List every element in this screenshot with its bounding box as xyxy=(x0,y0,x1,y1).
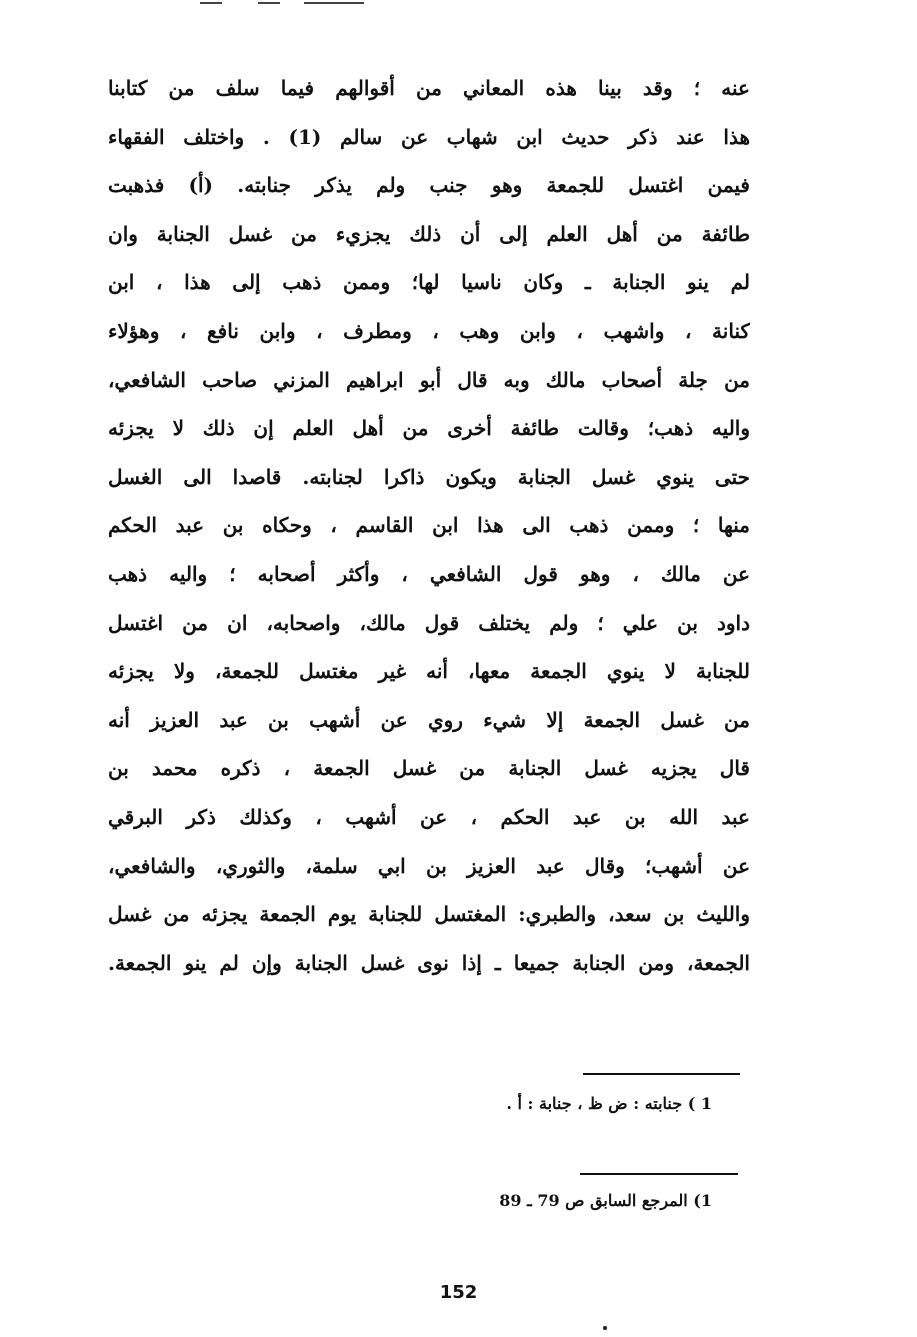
text-line: لم ينو الجنابة ـ وكان ناسيا لها؛ وممن ذهب إلى هذا ، ابن xyxy=(108,270,750,295)
text-line: والليث بن سعد، والطبري: المغتسل للجنابة يوم الجمعة يجزئه من غسل xyxy=(108,902,750,927)
text-line: قال يجزيه غسل الجنابة من غسل الجمعة ، ذكره محمد بن xyxy=(108,756,750,781)
text-line: كنانة ، واشهب ، وابن وهب ، ومطرف ، وابن نافع ، وهؤلاء xyxy=(108,318,750,343)
text-line: من غسل الجمعة إلا شيء روي عن أشهب بن عبد العزيز أنه xyxy=(108,707,750,732)
text-line: من جلة أصحاب مالك وبه قال أبو ابراهيم المزني صاحب الشافعي، xyxy=(108,367,750,392)
text-line: عن مالك ، وهو قول الشافعي ، وأكثر أصحابه ؛ واليه ذهب xyxy=(108,561,750,586)
text-line: واليه ذهب؛ وقالت طائفة أخرى من أهل العلم إن ذلك لا يجزئه xyxy=(108,416,750,441)
text-line: حتى ينوي غسل الجنابة ويكون ذاكرا لجنابته. قاصدا الى الغسل xyxy=(108,464,750,489)
page-number: 152 xyxy=(439,1282,478,1303)
text-line: داود بن علي ؛ ولم يختلف قول مالك، واصحابه، ان من اغتسل xyxy=(108,610,750,635)
text-line: عبد الله بن عبد الحكم ، عن أشهب ، وكذلك ذكر البرقي xyxy=(108,804,750,829)
text-line: الجمعة، ومن الجنابة جميعا ـ إذا نوى غسل الجنابة وإن لم ينو الجمعة. xyxy=(108,950,750,975)
text-line: طائفة من أهل العلم إلى أن ذلك يجزيء من غسل الجنابة وان xyxy=(108,221,750,246)
scan-speck xyxy=(603,1326,607,1330)
text-line: فيمن اغتسل للجمعة وهو جنب ولم يذكر جنابته. (أ) فذهبت xyxy=(108,173,750,198)
text-line: عن أشهب؛ وقال عبد العزيز بن ابي سلمة، والثوري، والشافعي، xyxy=(108,853,750,878)
text-line: هذا عند ذكر حديث ابن شهاب عن سالم (1) . واختلف الفقهاء xyxy=(108,124,750,149)
text-line: للجنابة لا ينوي الجمعة معها، أنه غير مغتسل للجمعة، ولا يجزئه xyxy=(108,659,750,684)
footnote-rule xyxy=(583,1073,740,1075)
main-text xyxy=(108,64,750,987)
footnote-1: 1 ) جنابته : ض ظ ، جنابة : أ . xyxy=(506,1094,712,1113)
footnote-rule xyxy=(580,1173,738,1175)
top-edge-marks xyxy=(200,0,400,6)
footnote-2: 1) المرجع السابق ص 79 ـ 89 xyxy=(499,1191,712,1210)
text-line: عنه ؛ وقد بينا هذه المعاني من أقوالهم فيما سلف من كتابنا xyxy=(108,76,750,100)
text-line: منها ؛ وممن ذهب الى هذا ابن القاسم ، وحكاه بن عبد الحكم xyxy=(108,513,750,538)
